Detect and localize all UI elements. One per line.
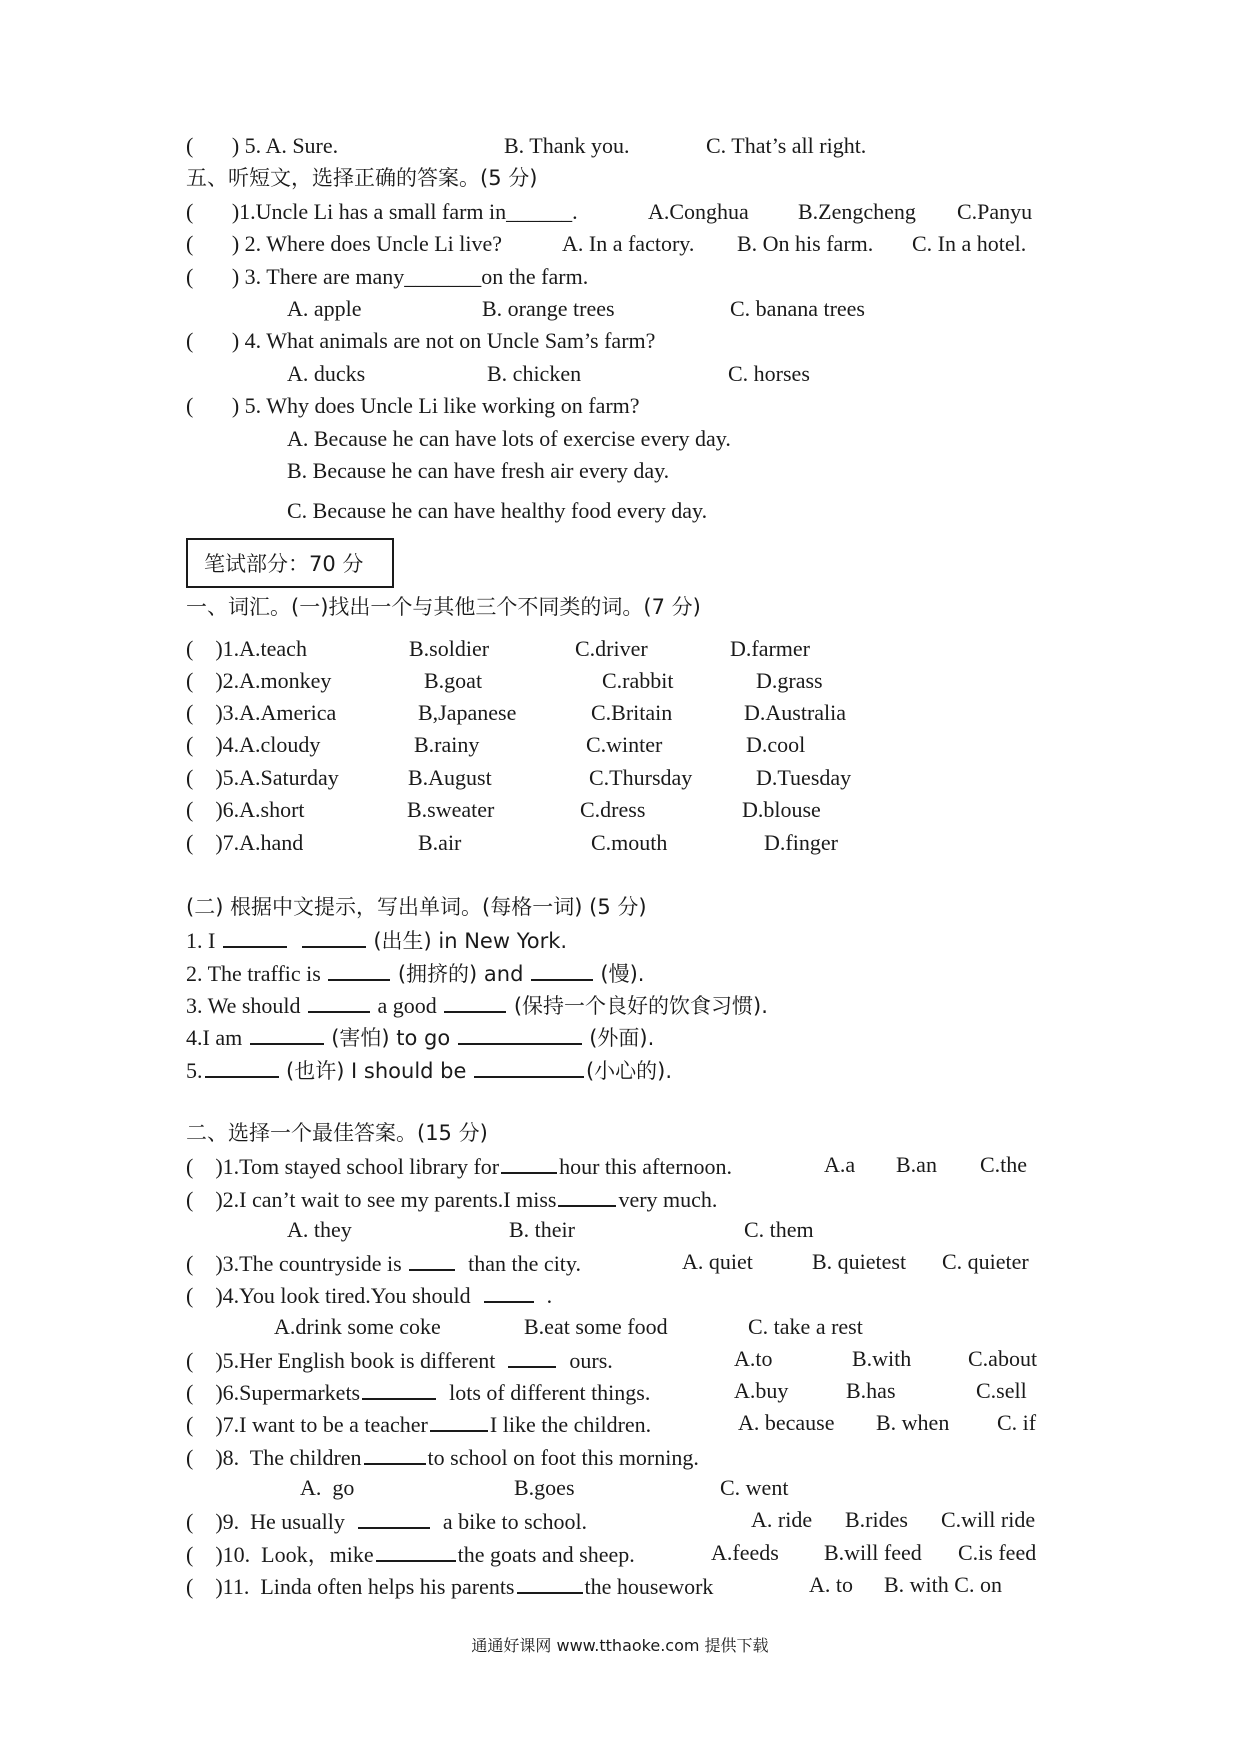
choice-q10-option-a: A.feeds <box>711 1540 779 1565</box>
s5-q1-stem: ( )1.Uncle Li has a small farm in______. <box>186 199 578 224</box>
vocab-q2-d: D.grass <box>756 668 823 693</box>
choice-q1-stem-end: hour this afternoon. <box>559 1154 733 1179</box>
choice-q8-stem: ( )8. The children <box>186 1445 362 1470</box>
s5-q3-option-c: C. banana trees <box>730 296 865 321</box>
fill-q2-blank-2[interactable] <box>531 957 593 981</box>
choice-q10-stem-end: the goats and sheep. <box>457 1542 635 1567</box>
vocab-q7-d: D.finger <box>764 830 838 855</box>
fill-q3-a: 3. We should <box>186 993 301 1018</box>
written-part-box <box>186 538 394 588</box>
s5-q3-stem: ( ) 3. There are many_______on the farm. <box>186 264 589 289</box>
choice-section-title: 二、选择一个最佳答案。(15 分) <box>186 1121 488 1145</box>
choice-q9-stem: ( )9. He usually <box>186 1509 345 1534</box>
fill-q3-blank-1[interactable] <box>308 989 370 1013</box>
vocab-q5: ( )5.A.Saturday <box>186 765 339 790</box>
choice-q5 <box>186 1344 613 1376</box>
s5-q4-option-a: A. ducks <box>287 361 366 386</box>
fill-q4 <box>186 1021 654 1053</box>
choice-q2-stem: ( )2.I can’t wait to see my parents.I miss <box>186 1187 557 1212</box>
s5-q2-option-c: C. In a hotel. <box>912 231 1027 256</box>
choice-q2-stem-end: very much. <box>618 1187 718 1212</box>
fill-q1-b: (出生) in New York. <box>373 929 568 953</box>
choice-q3-option-a: A. quiet <box>682 1249 753 1274</box>
choice-q10-stem: ( )10. Look，mike <box>186 1542 374 1567</box>
choice-q4 <box>186 1279 552 1311</box>
s5-q5-option-c: C. Because he can have healthy food every day. <box>287 498 708 523</box>
choice-q7-stem-end: I like the children. <box>489 1412 652 1437</box>
s5-q5-option-b: B. Because he can have fresh air every day. <box>287 458 670 483</box>
fill-q4-blank-2[interactable] <box>458 1021 582 1045</box>
fill-q5-a: 5. <box>186 1058 203 1083</box>
choice-q7-option-a: A. because <box>738 1410 835 1435</box>
choice-q5-option-b: B.with <box>852 1346 912 1371</box>
fill-q4-a: 4.I am <box>186 1025 243 1050</box>
vocab-q4-d: D.cool <box>746 732 806 757</box>
fill-q1 <box>186 924 567 956</box>
fill-q4-blank-1[interactable] <box>250 1021 324 1045</box>
choice-q4-option-a: A.drink some coke <box>274 1314 441 1339</box>
vocab-section-title: 一、词汇。(一)找出一个与其他三个不同类的词。(7 分) <box>186 595 701 619</box>
choice-q2-option-c: C. them <box>744 1217 814 1242</box>
s5-q5-option-a: A. Because he can have lots of exercise every day. <box>287 426 731 451</box>
choice-q4-stem-end: . <box>546 1283 553 1308</box>
choice-q10 <box>186 1538 635 1570</box>
fill-q2-blank-1[interactable] <box>328 957 390 981</box>
vocab-q1-c: C.driver <box>575 636 648 661</box>
s5-q1-option-c: C.Panyu <box>957 199 1033 224</box>
choice-q3-blank[interactable] <box>409 1247 455 1271</box>
vocab-q4: ( )4.A.cloudy <box>186 732 321 757</box>
fill-q3-blank-2[interactable] <box>444 989 506 1013</box>
listening-q5-option-b: B. Thank you. <box>504 133 630 158</box>
fill-q2-a: 2. The traffic is <box>186 961 321 986</box>
s5-q4-stem: ( ) 4. What animals are not on Uncle Sam’s farm? <box>186 328 656 353</box>
choice-q4-stem: ( )4.You look tired.You should <box>186 1283 471 1308</box>
choice-q7 <box>186 1408 651 1440</box>
choice-q3-option-b: B. quietest <box>812 1249 907 1274</box>
choice-q8-option-c: C. went <box>720 1475 789 1500</box>
choice-q1-blank[interactable] <box>501 1150 557 1174</box>
s5-q2-option-b: B. On his farm. <box>737 231 874 256</box>
choice-q1-option-b: B.an <box>896 1152 937 1177</box>
choice-q5-stem: ( )5.Her English book is different <box>186 1348 496 1373</box>
choice-q5-stem-end: ours. <box>569 1348 613 1373</box>
s5-q5-stem: ( ) 5. Why does Uncle Li like working on farm? <box>186 393 640 418</box>
choice-q9 <box>186 1505 587 1537</box>
choice-q9-option-a: A. ride <box>751 1507 813 1532</box>
choice-q1-option-a: A.a <box>824 1152 856 1177</box>
fill-q3-c: (保持一个良好的饮食习惯). <box>513 994 768 1018</box>
vocab-q2: ( )2.A.monkey <box>186 668 332 693</box>
choice-q11 <box>186 1570 713 1602</box>
choice-q2 <box>186 1183 717 1215</box>
choice-q9-blank[interactable] <box>358 1505 430 1529</box>
choice-q8 <box>186 1441 699 1473</box>
fill-q5 <box>186 1054 672 1086</box>
fill-q3 <box>186 989 768 1021</box>
vocab-q2-c: C.rabbit <box>602 668 674 693</box>
s5-q2-option-a: A. In a factory. <box>562 231 695 256</box>
vocab-q6-c: C.dress <box>580 797 646 822</box>
choice-q7-blank[interactable] <box>430 1408 488 1432</box>
s5-q1-option-a: A.Conghua <box>648 199 749 224</box>
vocab-q1: ( )1.A.teach <box>186 636 307 661</box>
choice-q5-option-c: C.about <box>968 1346 1038 1371</box>
vocab-q7: ( )7.A.hand <box>186 830 304 855</box>
choice-q1 <box>186 1150 732 1182</box>
choice-q6-blank[interactable] <box>362 1376 436 1400</box>
choice-q8-option-a: A. go <box>300 1475 355 1500</box>
choice-q9-option-b: B.rides <box>845 1507 908 1532</box>
choice-q5-blank[interactable] <box>508 1344 556 1368</box>
vocab-q5-b: B.August <box>408 765 492 790</box>
vocab-q7-c: C.mouth <box>591 830 668 855</box>
choice-q6 <box>186 1376 650 1408</box>
choice-q11-stem-end: the housework <box>584 1574 714 1599</box>
vocab-q4-c: C.winter <box>586 732 663 757</box>
listening-q5-stem: ( ) 5. A. Sure. <box>186 133 339 158</box>
choice-q11-blank[interactable] <box>517 1570 583 1594</box>
choice-q6-option-a: A.buy <box>734 1378 789 1403</box>
s5-q1-option-b: B.Zengcheng <box>798 199 916 224</box>
fill-q2-c: (慢). <box>600 962 645 986</box>
fill-q2-b: (拥挤的) and <box>397 962 524 986</box>
fill-q5-blank-1[interactable] <box>205 1054 279 1078</box>
choice-q11-option-a: A. to <box>809 1572 853 1597</box>
choice-q6-option-b: B.has <box>846 1378 896 1403</box>
vocab-q3-b: B,Japanese <box>418 700 517 725</box>
choice-q8-blank[interactable] <box>364 1441 426 1465</box>
written-part-label: 笔试部分：70 分 <box>204 552 364 576</box>
fill-q4-c: (外面). <box>589 1026 655 1050</box>
fill-q5-blank-2[interactable] <box>474 1054 584 1078</box>
choice-q4-option-c: C. take a rest <box>748 1314 863 1339</box>
choice-q7-option-b: B. when <box>876 1410 950 1435</box>
vocab-q4-b: B.rainy <box>414 732 480 757</box>
vocab-q6-b: B.sweater <box>407 797 495 822</box>
choice-q1-option-c: C.the <box>980 1152 1028 1177</box>
choice-q2-blank[interactable] <box>558 1183 616 1207</box>
choice-q2-option-b: B. their <box>509 1217 575 1242</box>
choice-q6-option-c: C.sell <box>976 1378 1027 1403</box>
choice-q6-stem: ( )6.Supermarkets <box>186 1380 361 1405</box>
vocab-q3: ( )3.A.America <box>186 700 337 725</box>
fill-q4-b: (害怕) to go <box>331 1026 451 1050</box>
choice-q7-stem: ( )7.I want to be a teacher <box>186 1412 428 1437</box>
fill-q1-blank-1[interactable] <box>223 924 287 948</box>
vocab-q3-d: D.Australia <box>744 700 847 725</box>
fill-q1-blank-2[interactable] <box>302 924 366 948</box>
vocab-q7-b: B.air <box>418 830 462 855</box>
fill-q1-a: 1. I <box>186 928 216 953</box>
vocab-q3-c: C.Britain <box>591 700 673 725</box>
s5-q3-option-a: A. apple <box>287 296 362 321</box>
vocab-q6-d: D.blouse <box>742 797 821 822</box>
choice-q8-stem-end: to school on foot this morning. <box>427 1445 699 1470</box>
s5-q3-option-b: B. orange trees <box>482 296 615 321</box>
choice-q3-stem: ( )3.The countryside is <box>186 1251 402 1276</box>
choice-q6-stem-end: lots of different things. <box>449 1380 651 1405</box>
choice-q3 <box>186 1247 581 1279</box>
vocab-q1-b: B.soldier <box>409 636 490 661</box>
s5-q2-stem: ( ) 2. Where does Uncle Li live? <box>186 231 503 256</box>
choice-q2-option-a: A. they <box>287 1217 352 1242</box>
vocab-q5-c: C.Thursday <box>589 765 693 790</box>
listening-q5-option-c: C. That’s all right. <box>706 133 867 158</box>
choice-q10-option-b: B.will feed <box>824 1540 922 1565</box>
page-footer: 通通好课网 www.tthaoke.com 提供下载 <box>471 1636 769 1655</box>
s5-q4-option-b: B. chicken <box>487 361 582 386</box>
choice-q3-stem-end: than the city. <box>468 1251 581 1276</box>
fill-q5-c: (小心的). <box>585 1059 672 1083</box>
choice-q4-option-b: B.eat some food <box>524 1314 668 1339</box>
choice-q9-option-c: C.will ride <box>941 1507 1036 1532</box>
fill-q5-b: (也许) I should be <box>286 1059 467 1083</box>
choice-q10-option-c: C.is feed <box>958 1540 1037 1565</box>
choice-q8-option-b: B.goes <box>514 1475 575 1500</box>
fill-q2 <box>186 957 644 989</box>
fill-q3-b: a good <box>377 993 437 1018</box>
choice-q1-stem: ( )1.Tom stayed school library for <box>186 1154 500 1179</box>
vocab-q6: ( )6.A.short <box>186 797 305 822</box>
vocab-q2-b: B.goat <box>424 668 483 693</box>
choice-q5-option-a: A.to <box>734 1346 773 1371</box>
choice-q9-stem-end: a bike to school. <box>442 1509 588 1534</box>
fill-section-title: (二) 根据中文提示，写出单词。(每格一词) (5 分) <box>186 895 647 919</box>
section-5-title: 五、听短文，选择正确的答案。(5 分) <box>186 166 538 190</box>
vocab-q5-d: D.Tuesday <box>756 765 852 790</box>
choice-q11-option-b: B. with C. on <box>884 1572 1002 1597</box>
choice-q10-blank[interactable] <box>376 1538 456 1562</box>
choice-q4-blank[interactable] <box>484 1279 534 1303</box>
choice-q3-option-c: C. quieter <box>942 1249 1029 1274</box>
s5-q4-option-c: C. horses <box>728 361 810 386</box>
vocab-q1-d: D.farmer <box>730 636 811 661</box>
choice-q7-option-c: C. if <box>997 1410 1037 1435</box>
choice-q11-stem: ( )11. Linda often helps his parents <box>186 1574 515 1599</box>
